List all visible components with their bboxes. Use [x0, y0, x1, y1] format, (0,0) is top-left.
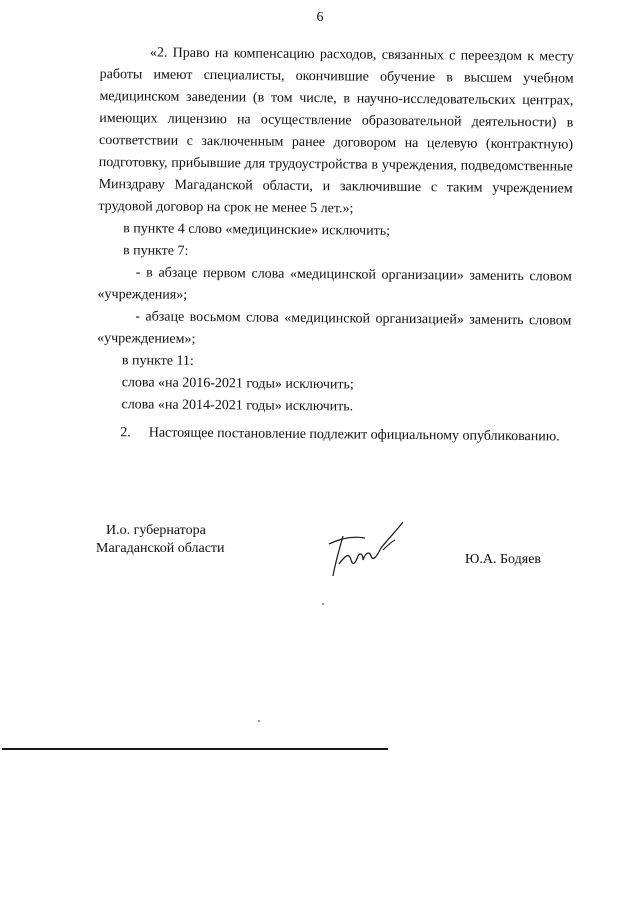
amendment-item11-heading: в пункте 11: [121, 353, 194, 369]
signatory-title-line2: Магаданской области [96, 541, 225, 556]
scan-speck [258, 720, 260, 722]
signatory-name: Ю.А. Бодяев [465, 552, 542, 567]
signatory-title [96, 522, 225, 558]
final-clause-number: 2. [120, 425, 131, 441]
page-number: 6 [316, 10, 324, 25]
signatory-title-line1: И.о. губернатора [106, 523, 206, 538]
handwritten-signature [325, 520, 415, 580]
final-clause [96, 422, 570, 449]
amendment-item4: в пункте 4 слово «медицинские» исключить; [123, 221, 391, 239]
document-body [96, 42, 574, 449]
amendment-item11-a: слова «на 2016-2021 годы» исключить; [121, 375, 354, 393]
separator-line [2, 748, 388, 750]
amendment-item7-b: - абзаце восьмом слова «медицинской организацией» заменить словом «учреждением»; [97, 309, 572, 347]
amendment-item7-heading: в пункте 7: [122, 243, 189, 259]
final-clause-text: Настоящее постановление подлежит официальному опубликованию. [148, 425, 560, 445]
amendment-item7-a: - в абзаце первом слова «медицинской организации» заменить словом «учреждения»; [97, 265, 572, 303]
amendment-item11-b: слова «на 2014-2021 годы» исключить. [121, 397, 354, 415]
quoted-paragraph: «2. Право на компенсацию расходов, связанных с переездом к месту работы имеют специалисты, окончившие обучение в высшем учебном медицинском заведении (в том числе, в научно-исследовательских центрах, имеющих лицензию на осуществление образовательной деятельности) в соответствии с заключенным ранее договором на целевую (контрактную) подготовку, прибывшие для трудоустройства в учреждения, подведомственные Минздраву Магаданской области, и заключившие с таким учреждением трудовой договор на срок не менее 5 лет.»; [98, 45, 574, 217]
scan-speck [322, 603, 324, 605]
